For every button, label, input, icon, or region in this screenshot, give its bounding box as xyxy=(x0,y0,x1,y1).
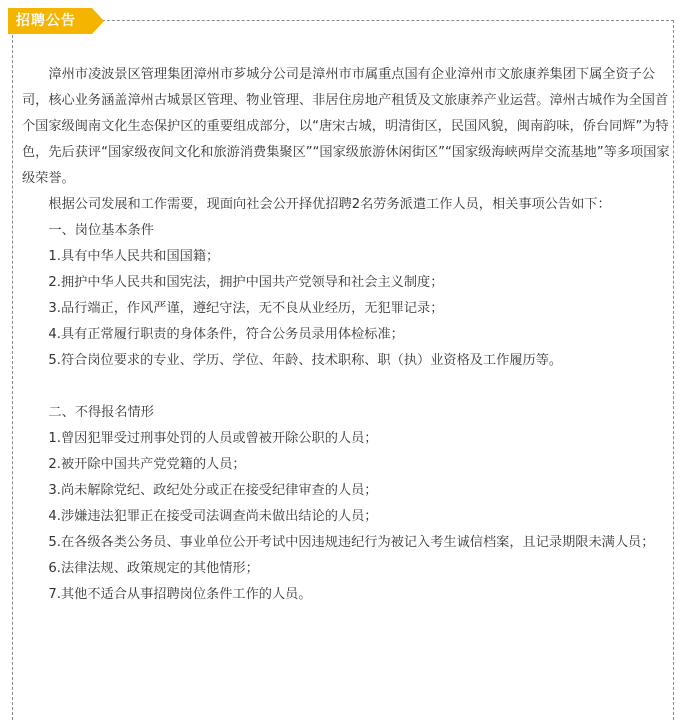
list-item: 1.曾因犯罪受过刑事处罚的人员或曾被开除公职的人员； xyxy=(48,431,378,446)
announcement-body xyxy=(22,62,674,608)
section-tag xyxy=(8,8,104,34)
section-title-disqualifications: 二、不得报名情形 xyxy=(48,405,154,420)
list-item: 2.拥护中华人民共和国宪法，拥护中国共产党领导和社会主义制度； xyxy=(48,275,444,290)
intro-paragraph-recruitment: 根据公司发展和工作需要，现面向社会公开择优招聘2名劳务派遣工作人员，相关事项公告如下： xyxy=(48,197,611,212)
list-item: 2.被开除中国共产党党籍的人员； xyxy=(48,457,246,472)
list-item: 6.法律法规、政策规定的其他情形； xyxy=(48,561,259,576)
list-item: 1.具有中华人民共和国国籍； xyxy=(48,249,220,264)
list-item: 7.其他不适合从事招聘岗位条件工作的人员。 xyxy=(48,587,312,602)
list-item: 3.品行端正，作风严谨，遵纪守法，无不良从业经历，无犯罪记录； xyxy=(48,301,444,316)
list-item: 4.具有正常履行职责的身体条件，符合公务员录用体检标准； xyxy=(48,327,404,342)
list-item: 5.在各级各类公务员、事业单位公开考试中因违规违纪行为被记入考生诚信档案，且记录期限未满人员； xyxy=(48,535,655,550)
list-item: 5.符合岗位要求的专业、学历、学位、年龄、技术职称、职（执）业资格及工作履历等。 xyxy=(48,353,563,368)
list-item: 3.尚未解除党纪、政纪处分或正在接受纪律审查的人员； xyxy=(48,483,378,498)
list-item: 4.涉嫌违法犯罪正在接受司法调查尚未做出结论的人员； xyxy=(48,509,378,524)
tag-label: 招聘公告 xyxy=(16,13,76,29)
section-title-basic-conditions: 一、岗位基本条件 xyxy=(48,223,154,238)
intro-paragraph-company: 漳州市凌波景区管理集团漳州市芗城分公司是漳州市市属重点国有企业漳州市文旅康养集团下属全资子公司，核心业务涵盖漳州古城景区管理、物业管理、非居住房地产租赁及文旅康养产业运营。漳州古城作为全国首个国家级闽南文化生态保护区的重要组成部分，以“唐宋古城，明清街区，民国风貌，闽南韵味，侨台同辉”为特色，先后获评“国家级夜间文化和旅游消费集聚区”“国家级旅游休闲街区”“国家级海峡两岸交流基地”等多项国家级荣誉。 xyxy=(22,67,670,186)
section-spacer xyxy=(22,374,674,400)
